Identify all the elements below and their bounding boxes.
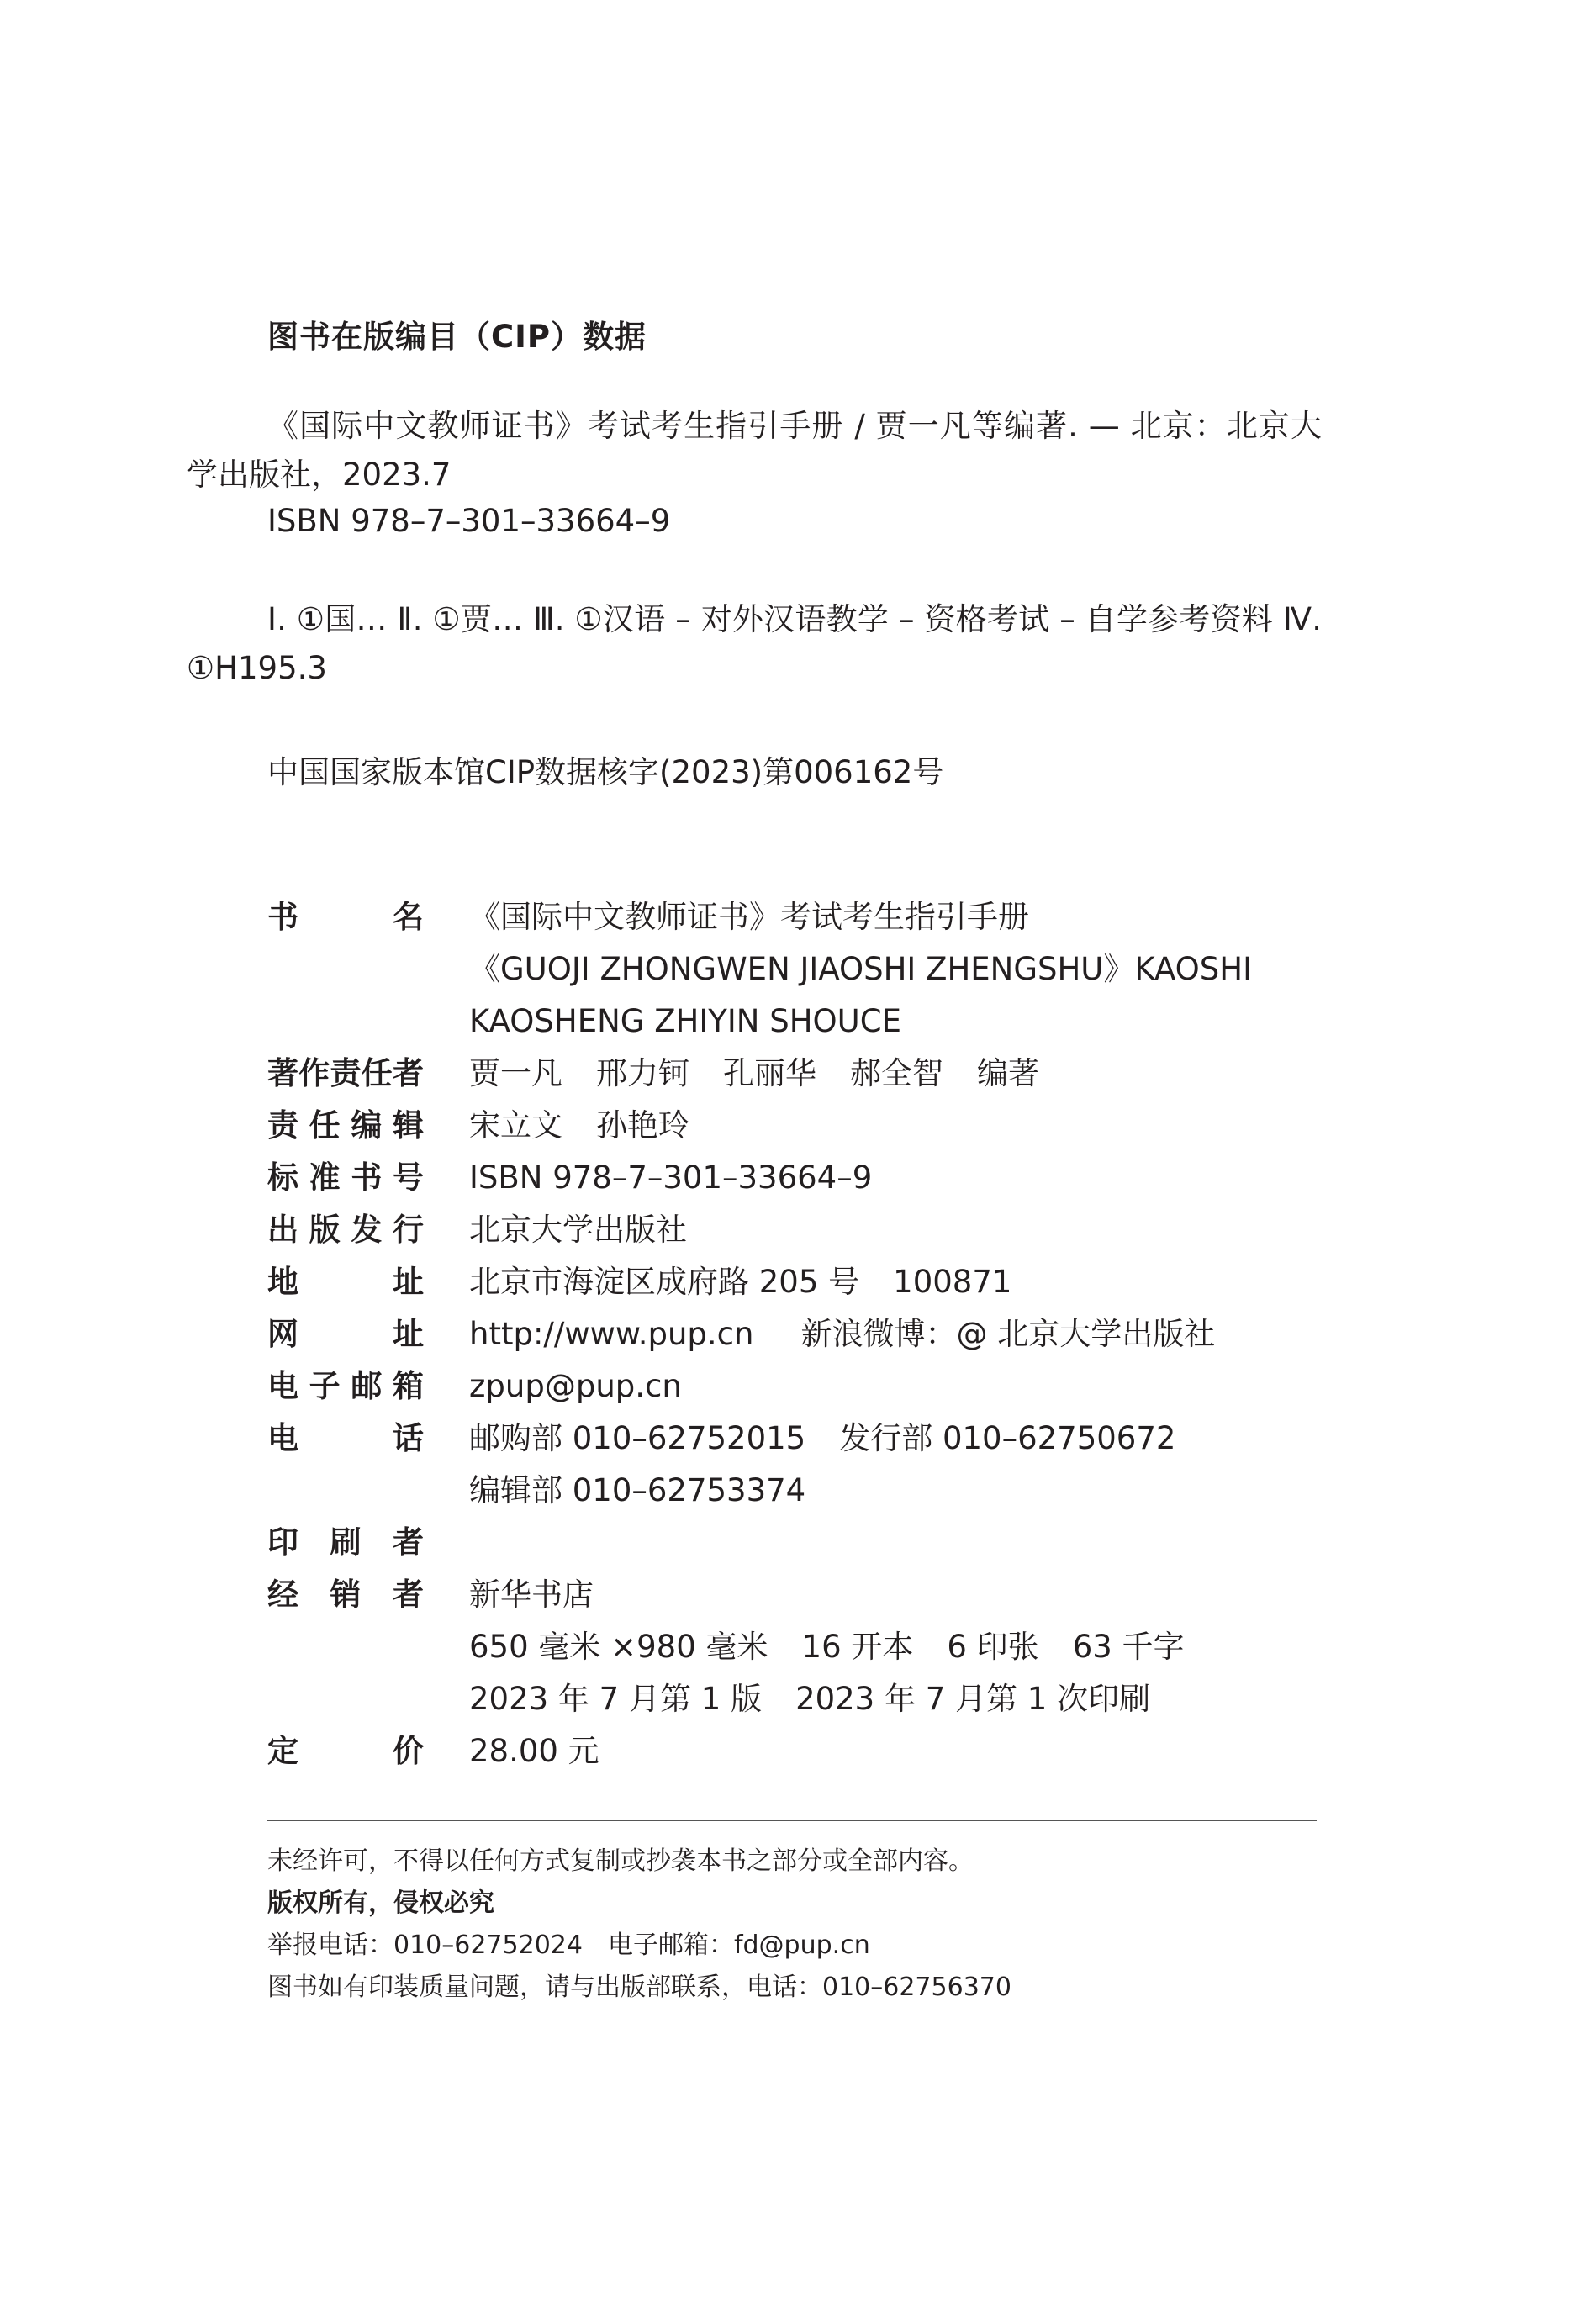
footer-notice: 未经许可，不得以任何方式复制或抄袭本书之部分或全部内容。	[267, 1846, 974, 1876]
publisher-label: 出 版 发 行	[267, 1212, 424, 1248]
info-row-address	[267, 1256, 1327, 1308]
printer-label: 印 刷 者	[267, 1524, 424, 1561]
distributor: 新华书店	[469, 1577, 594, 1613]
info-row-title-pinyin-1	[267, 943, 1327, 996]
editors: 宋立文 孙艳玲	[469, 1107, 689, 1144]
publication-info	[267, 891, 1327, 1777]
info-row-edition	[267, 1673, 1327, 1725]
info-row-phone	[267, 1413, 1327, 1465]
address-label: 地 址	[267, 1264, 424, 1300]
publisher: 北京大学出版社	[469, 1212, 687, 1248]
authors-label: 著 作 责 任 者	[267, 1055, 424, 1091]
website-label: 网 址	[267, 1316, 424, 1352]
info-row-phone-2	[267, 1465, 1327, 1517]
cip-record-number: 中国国家版本馆CIP数据核字(2023)第006162号	[267, 754, 944, 790]
info-row-publisher	[267, 1204, 1327, 1256]
weibo: 新浪微博：@ 北京大学出版社	[800, 1316, 1216, 1352]
info-row-isbn	[267, 1152, 1327, 1204]
price: 28.00 元	[469, 1733, 599, 1769]
address: 北京市海淀区成府路 205 号 100871	[469, 1264, 1012, 1300]
phone-editorial: 编辑部 010–62753374	[469, 1472, 806, 1508]
phone-numbers: 邮购部 010–62752015 发行部 010–62750672	[469, 1420, 1176, 1456]
info-row-email	[267, 1360, 1327, 1413]
cip-heading: 图书在版编目（CIP）数据	[267, 319, 647, 355]
distributor-label: 经 销 者	[267, 1577, 424, 1613]
footer-quality: 图书如有印装质量问题，请与出版部联系，电话：010–62756370	[267, 1973, 1011, 2002]
info-row-distributor	[267, 1569, 1327, 1621]
website-url[interactable]: http://www.pup.cn	[469, 1316, 754, 1352]
info-row-title	[267, 891, 1327, 943]
email-label: 电 子 邮 箱	[267, 1368, 424, 1404]
cip-subjects: Ⅰ. ①国… Ⅱ. ①贾… Ⅲ. ①汉语 – 对外汉语教学 – 资格考试 – 自学参考资料 Ⅳ. ①H195.3	[187, 601, 1322, 686]
info-row-price	[267, 1725, 1327, 1777]
email[interactable]: zpup@pup.cn	[469, 1368, 682, 1404]
authors: 贾一凡 邢力钶 孔丽华 郝全智 编著	[469, 1055, 1039, 1091]
price-label: 定 价	[267, 1733, 424, 1769]
postcode: 100871	[893, 1264, 1012, 1300]
footer-report: 举报电话：010–62752024 电子邮箱：fd@pup.cn	[267, 1931, 870, 1960]
cip-entry: 《国际中文教师证书》考试考生指引手册 / 贾一凡等编著. — 北京：北京大学出版社，2023.7	[187, 408, 1322, 493]
info-row-authors	[267, 1048, 1327, 1100]
editors-label: 责 任 编 辑	[267, 1107, 424, 1144]
edition: 2023 年 7 月第 1 版 2023 年 7 月第 1 次印刷	[469, 1681, 1151, 1717]
isbn-label: 标 准 书 号	[267, 1159, 424, 1196]
isbn-value: ISBN 978–7–301–33664–9	[469, 1159, 873, 1196]
spec: 650 毫米 ×980 毫米 16 开本 6 印张 63 千字	[469, 1629, 1185, 1665]
title-cn: 《国际中文教师证书》考试考生指引手册	[469, 899, 1029, 935]
cip-isbn: ISBN 978–7–301–33664–9	[267, 503, 671, 539]
info-row-website	[267, 1308, 1327, 1360]
phone-label: 电 话	[267, 1420, 424, 1456]
info-row-printer	[267, 1517, 1327, 1569]
info-row-spec	[267, 1621, 1327, 1673]
title-pinyin-1: 《GUOJI ZHONGWEN JIAOSHI ZHENGSHU》KAOSHI	[469, 951, 1252, 987]
info-row-editors	[267, 1100, 1327, 1152]
footer-rights: 版权所有，侵权必究	[267, 1888, 494, 1918]
title-pinyin-2: KAOSHENG ZHIYIN SHOUCE	[469, 1003, 901, 1039]
divider	[267, 1820, 1317, 1821]
title-label: 书 名	[267, 899, 424, 935]
info-row-title-pinyin-2	[267, 996, 1327, 1048]
website	[469, 1308, 1215, 1360]
